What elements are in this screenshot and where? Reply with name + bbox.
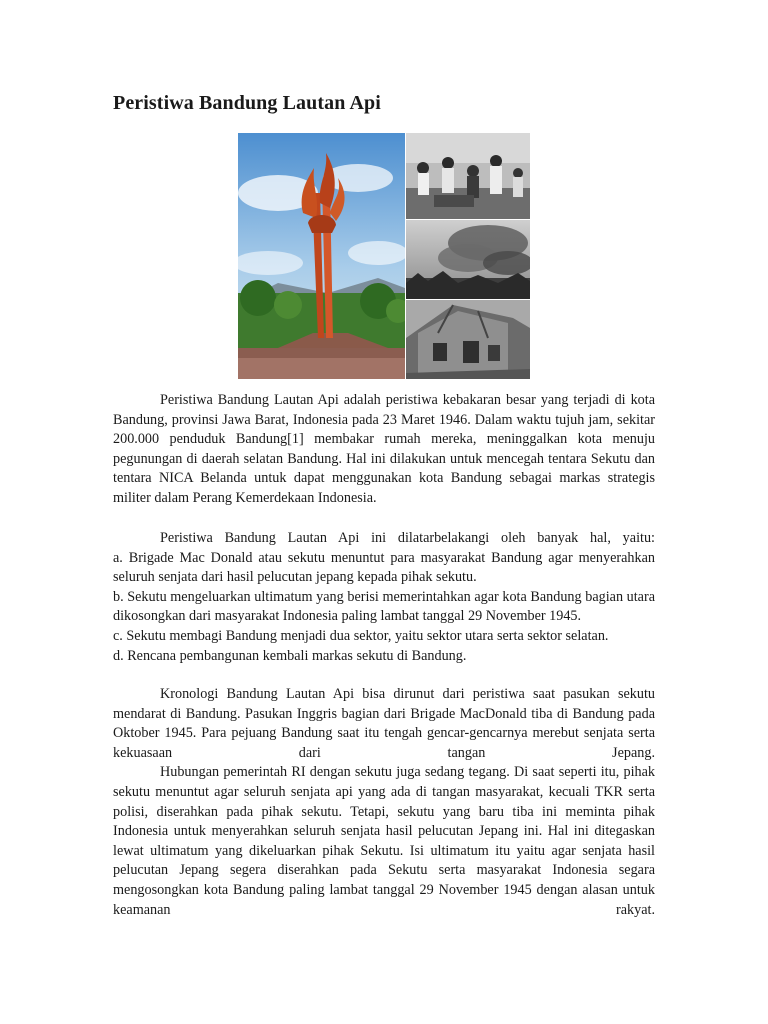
list-item-d: d. Rencana pembangunan kembali markas sekutu di Bandung.	[113, 647, 467, 664]
paragraph-4: Hubungan pemerintah RI dengan sekutu juga sedang tegang. Di saat seperti itu, pihak sekutu menuntut agar seluruh senjata api yang ada di tangan masyarakat, kecuali TKR serta polisi, diserahkan pada pihak sekutu. Tetapi, sekutu yang baru tiba ini meminta pihak Indonesia untuk menyerahkan seluruh senjata hasil pelucutan Jepang ini. Hal ini ditegaskan lewat ultimatum yang dikeluarkan pihak Sekutu. Isi ultimatum itu yaitu agar senjata hasil pelucutan Jepang segera diserahkan pada Sekutu serta masyarakat Indonesia segara mengosongkan kota Bandung paling lambat tanggal 29 November 1945 dengan alasan untuk keamanan rakyat.	[113, 764, 655, 918]
document-title: Peristiwa Bandung Lautan Api	[113, 92, 381, 114]
paragraph-3: Kronologi Bandung Lautan Api bisa dirunut dari peristiwa saat pasukan sekutu mendarat di Bandung. Pasukan Inggris bagian dari Brigade MacDonald tiba di Bandung pada Oktober 1945. Para pejuang Bandung saat itu tengah gencar-gencarnya merebut senjata serta kekuasaan dari tangan Jepang.	[113, 686, 655, 761]
photo-collage	[238, 133, 530, 379]
smoke-photo	[406, 220, 530, 299]
paragraph-2	[113, 529, 655, 666]
paragraph-2-intro: Peristiwa Bandung Lautan Api ini dilatarbelakangi oleh banyak hal, yaitu:	[160, 530, 655, 546]
paragraph-3-block	[113, 685, 655, 920]
ruined-house-photo	[406, 300, 530, 379]
list-item-c: c. Sekutu membagi Bandung menjadi dua sektor, yaitu sektor utara serta sektor selatan.	[113, 627, 609, 644]
list-item-b: b. Sekutu mengeluarkan ultimatum yang berisi memerintahkan agar kota Bandung bagian utara dikosongkan dari masyarakat Indonesia paling lambat tanggal 29 November 1945.	[113, 588, 655, 625]
crowd-photo	[406, 133, 530, 219]
paragraph-1-text: Peristiwa Bandung Lautan Api adalah peristiwa kebakaran besar yang terjadi di kota Bandung, provinsi Jawa Barat, Indonesia pada 23 Maret 1946. Dalam waktu tujuh jam, sekitar 200.000 penduduk Bandung[1] membakar rumah mereka, meninggalkan kota menuju pegunungan di daerah selatan Bandung. Hal ini dilakukan untuk mencegah tentara Sekutu dan tentara NICA Belanda untuk dapat menggunakan kota Bandung sebagai markas strategis militer dalam Perang Kemerdekaan Indonesia.	[113, 392, 655, 506]
list-item-a: a. Brigade Mac Donald atau sekutu menuntut para masyarakat Bandung agar menyerahkan seluruh senjata dari hasil pelucutan jepang kepada pihak sekutu.	[113, 549, 655, 586]
monument-photo	[238, 133, 410, 379]
paragraph-1	[113, 391, 655, 509]
